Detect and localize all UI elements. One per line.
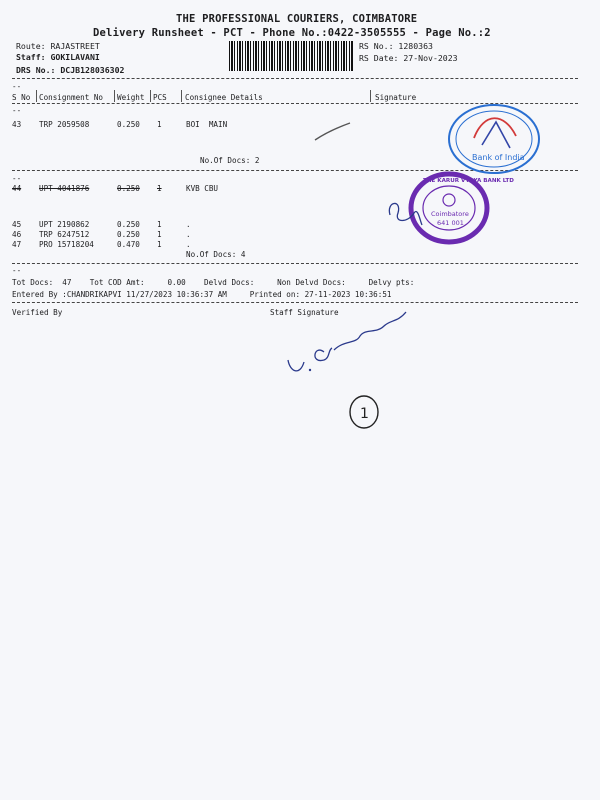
verified-by-label: Verified By [12,308,63,317]
col-header-pcs: PCS [153,93,167,102]
column-divider [370,90,371,102]
col-header-consignee: Consignee Details [185,93,263,102]
page-mark-text: 1 [360,406,369,422]
row-pcs: 1 [157,184,162,193]
entered-by-line: Entered By :CHANDRIKAPVI 11/27/2023 10:36:37 AM Printed on: 27-11-2023 10:36:51 [12,290,392,299]
col-header-signature: Signature [375,93,417,102]
row-consignment: PRO 15718204 [39,240,94,249]
row-weight: 0.250 [117,120,140,129]
row-sno: 46 [12,230,22,239]
row-sno: 47 [12,240,22,249]
row-consignee: . [186,220,191,229]
row-consignment: UPT 4041876 [39,184,90,193]
bank-of-india-stamp [444,100,542,178]
column-divider [36,90,37,102]
col-header-consignment: Consignment No [39,93,104,102]
row-weight: 0.250 [117,230,140,239]
dash-marker: -- [12,106,22,115]
dash-marker: -- [12,82,22,91]
circled-page-number [345,392,385,432]
group-doc-count: No.Of Docs: 4 [186,250,246,259]
rs-number: RS No.: 1280363 [359,41,433,51]
row-consignee: . [186,240,191,249]
col-header-sno: S No [12,93,31,102]
stamp-pin: 641 001 [437,219,464,227]
rs-date: RS Date: 27-Nov-2023 [359,53,458,63]
barcode [229,41,354,71]
dash-marker: -- [12,174,22,183]
column-divider [181,90,182,102]
stamp-text: Bank of India [472,153,525,162]
row-consignee: KVB CBU [186,184,219,193]
row-sno: 44 [12,184,22,193]
row-weight: 0.470 [117,240,140,249]
staff-signature-label: Staff Signature [270,308,339,317]
row-pcs: 1 [157,120,162,129]
row-consignment: TRP 2059508 [39,120,90,129]
column-divider [114,90,115,102]
dash-marker: -- [12,266,22,275]
row-weight: 0.250 [117,220,140,229]
row-sno: 45 [12,220,22,229]
stamp-city: Coimbatore [431,210,469,218]
row-consignment: UPT 2190862 [39,220,90,229]
sheet-subtitle: Delivery Runsheet - PCT - Phone No.:0422-3505555 - Page No.:2 [93,27,491,39]
row-consignee: BOI MAIN [186,120,228,129]
row-pcs: 1 [157,220,162,229]
stamp-text: THE KARUR VYSYA BANK LTD [423,178,514,184]
col-header-weight: Weight [117,93,145,102]
divider [12,78,578,79]
group-doc-count: No.Of Docs: 2 [200,156,260,165]
totals-line: Tot Docs: 47 Tot COD Amt: 0.00 Delvd Docs: Non Delvd Docs: Delvy pts: [12,278,415,287]
route-label: Route: RAJASTREET [16,41,100,51]
pen-mark-icon [312,120,354,144]
sheet-title: THE PROFESSIONAL COURIERS, COIMBATORE [176,13,418,25]
row-consignment: TRP 6247512 [39,230,90,239]
handwritten-signature [280,300,430,382]
row-sno: 43 [12,120,22,129]
staff-label: Staff: GOKILAVANI [16,52,100,62]
row-weight: 0.250 [117,184,140,193]
divider [12,263,578,264]
initials-signature [384,195,424,229]
row-consignee: . [186,230,191,239]
row-pcs: 1 [157,230,162,239]
drs-number: DRS No.: DCJB128036302 [16,65,125,75]
column-divider [150,90,151,102]
row-pcs: 1 [157,240,162,249]
